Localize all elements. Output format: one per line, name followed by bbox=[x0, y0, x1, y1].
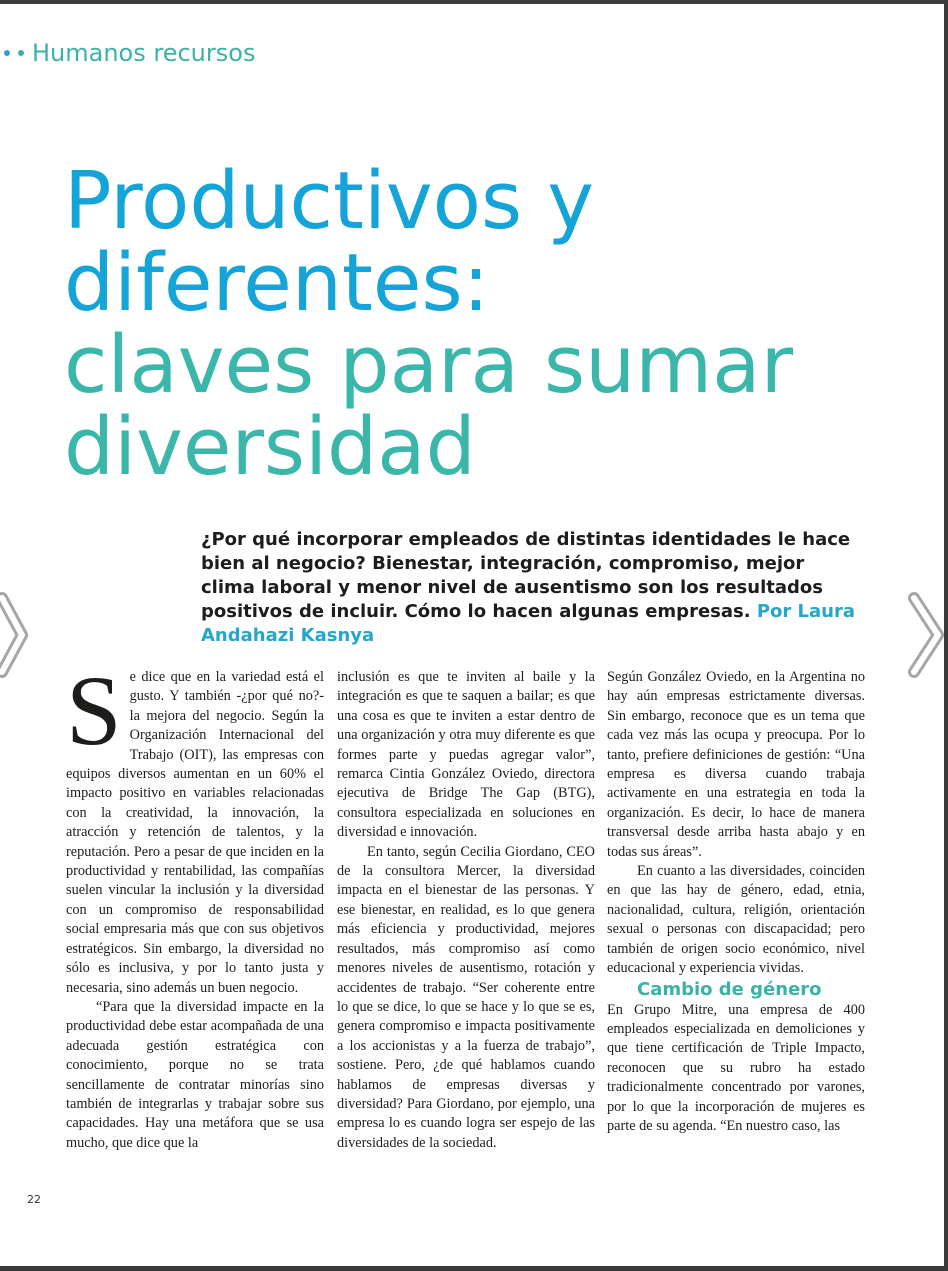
article-lead bbox=[201, 528, 861, 648]
chevron-right-icon bbox=[906, 590, 946, 680]
lead-text: ¿Por qué incorporar empleados de distintas identidades le hace bien al negocio? Bienestar, integración, compromiso, mejor clima laboral y menor nivel de ausentismo son los resultados positivos de incluir. Cómo lo hacen algunas empresas. bbox=[201, 529, 851, 622]
drop-cap: S bbox=[66, 655, 122, 766]
body-column-3 bbox=[607, 668, 865, 1136]
subheading: Cambio de género bbox=[637, 978, 822, 1000]
body-paragraph: En Grupo Mitre, una empresa de 400 empleados especializada en demoliciones y que tiene certificación de Triple Impacto, reconocen que su rubro ha estado tradicionalmente concentrado por varones, por lo que la incorporación de mujeres es parte de su agenda. “En nuestro caso, las bbox=[607, 1001, 865, 1134]
paragraph-text: e dice que en la variedad está el gusto. Y también -¿por qué no?- la mejora del negocio. Según la Organización Internacional del Trabajo (OIT), las empresas con equipos diversos aumentan en un 60% el impacto positivo en variables relacionadas con la creatividad, la innovación, la atracción y retención de talentos, y la reputación. Pero a pesar de que inciden en la productividad y rentabilidad, las compañías suelen vincular la inclusión y la diversidad con un compromiso de responsabilidad social empresaria más que con sus objetivos estratégicos. Sin embargo, la diversidad no sólo es inclusiva, y por lo tanto justa y necesaria, sino además un buen negocio. bbox=[66, 669, 324, 996]
author-byline: Por Laura Andahazi Kasnya bbox=[201, 601, 855, 646]
section-header bbox=[0, 36, 255, 70]
section-dots-icon bbox=[0, 50, 24, 56]
body-paragraph bbox=[66, 655, 324, 998]
previous-page-button[interactable] bbox=[0, 590, 40, 680]
body-paragraph: “Para que la diversidad impacte en la productividad debe estar acompañada de una adecuada gestión estratégica con conocimiento, porque no se trata sencillamente de contratar minorías sino también de integrarlas y trabajar sobre sus capacidades. Hay una metáfora que se usa mucho, que dice que la bbox=[66, 998, 324, 1151]
body-paragraph: Según González Oviedo, en la Argentina no hay aún empresas estrictamente diversas. Sin embargo, reconoce que es un tema que cada vez más las ocupa y preocupa. Por lo tanto, prefiere definiciones de gestión: “Una empresa es diversa cuando trabaja activamente en una estrategia en toda la organización. Es decir, lo hace de manera transversal desde arriba hasta abajo y en todas sus áreas”. bbox=[607, 669, 865, 860]
viewer-top-border bbox=[0, 0, 948, 4]
headline-line-3: claves para sumar bbox=[64, 319, 794, 411]
section-label: Humanos recursos bbox=[32, 39, 256, 67]
body-paragraph: En cuanto a las diversidades, coinciden en que las hay de género, edad, etnia, nacionalidad, cultura, religión, orientación sexual o personas con discapacidad; pero también de origen socio económico, nivel educacional y experiencia vividas. bbox=[607, 863, 865, 977]
next-page-button[interactable] bbox=[906, 590, 946, 680]
headline-line-4: diversidad bbox=[64, 401, 476, 493]
chevron-left-icon bbox=[0, 590, 40, 680]
body-paragraph: inclusión es que te inviten al baile y la integración es que te saquen a bailar; es que una cosa es que te inviten a estar dentro de una organización y otra muy diferente es que formes parte y puedas agregar valor”, remarca Cintia González Oviedo, directora ejecutiva de Bridge The Gap (BTG), consultora especializada en soluciones en diversidad e innovación. bbox=[337, 669, 595, 841]
body-column-1 bbox=[66, 655, 324, 1153]
headline-line-2: diferentes: bbox=[64, 237, 490, 329]
page-number: 22 bbox=[27, 1193, 41, 1206]
headline-line-1: Productivos y bbox=[64, 155, 595, 247]
article-headline bbox=[64, 155, 924, 493]
body-column-2 bbox=[337, 668, 595, 1153]
viewer-bottom-border bbox=[0, 1266, 948, 1271]
body-paragraph: En tanto, según Cecilia Giordano, CEO de la consultora Mercer, la diversidad impacta en el bienestar de las personas. Y ese bienestar, en realidad, es lo que genera más eficiencia y productividad, mejores resultados, más compromiso así como menores niveles de ausentismo, rotación y accidentes de trabajo. “Ser coherente entre lo que se dice, lo que se hace y lo que se es, genera compromiso e impacta positivamente a los accionistas y a la fuerza de trabajo”, sostiene. Pero, ¿de qué hablamos cuando hablamos de empresas diversas y diversidad? Para Giordano, por ejemplo, una empresa lo es cuando logra ser espejo de las diversidades de la sociedad. bbox=[337, 843, 595, 1151]
